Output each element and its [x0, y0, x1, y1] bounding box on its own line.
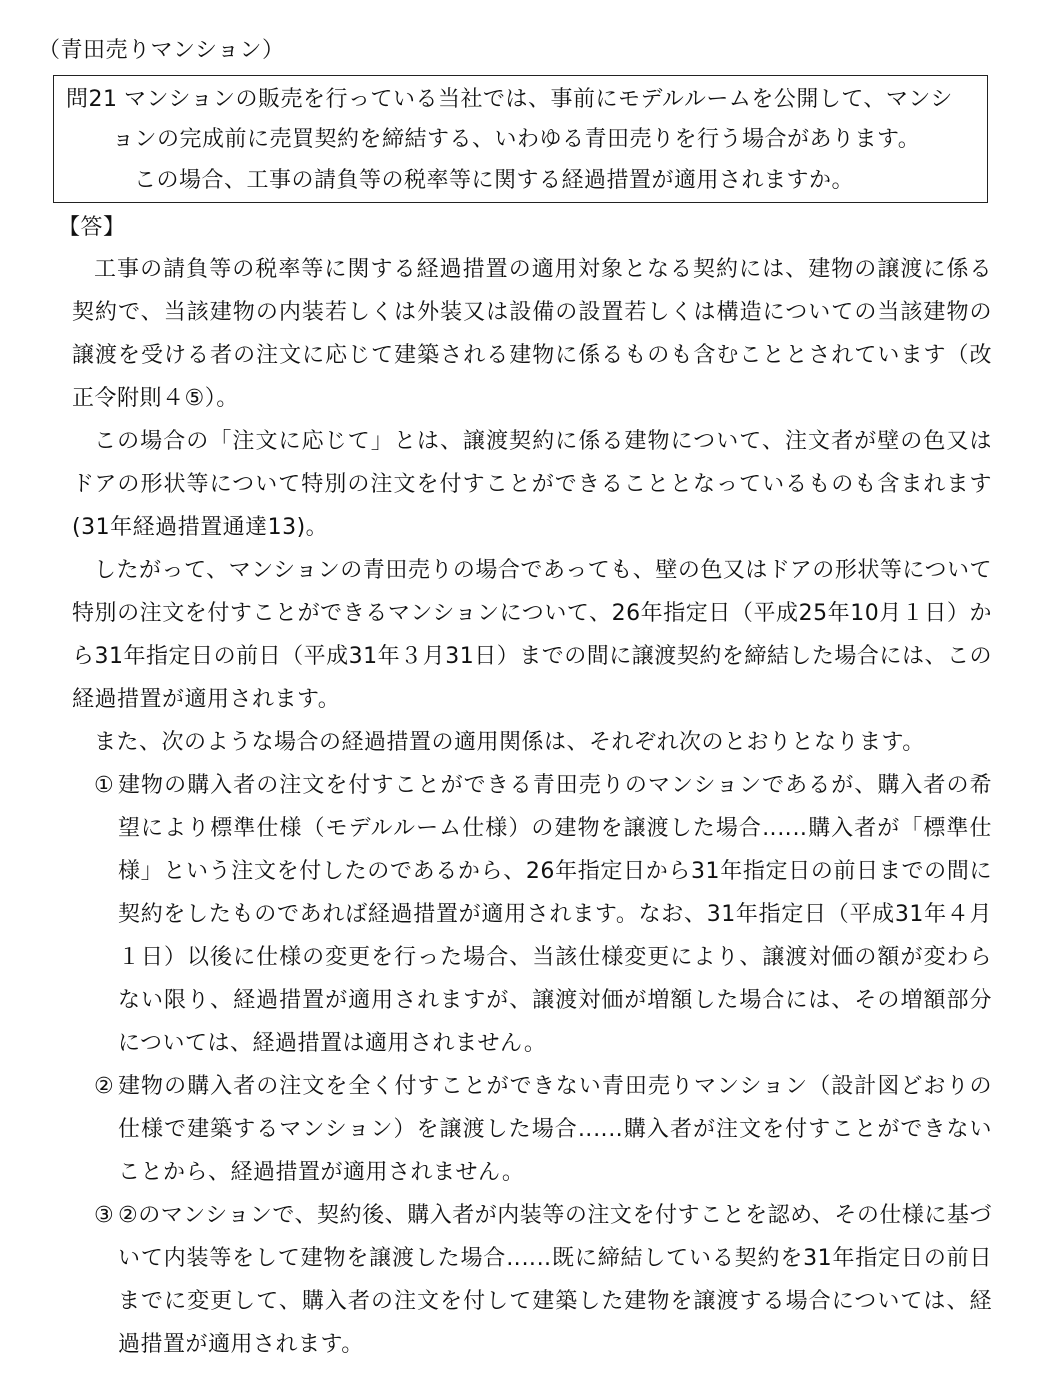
answer-heading: 【答】 [58, 215, 126, 240]
case-list [72, 764, 992, 1366]
answer-paragraph-1: 工事の請負等の税率等に関する経過措置の適用対象となる契約には、建物の譲渡に係る契約で、当該建物の内装若しくは外装又は設備の設置若しくは構造についての当該建物の譲渡を受ける者の注文に応じて建築される建物に係るものも含むこととされています（改正令附則４⑤）。 [72, 257, 992, 411]
case-item-1 [72, 764, 992, 1065]
question-box [53, 75, 988, 203]
question-line-3: この場合、工事の請負等の税率等に関する経過措置が適用されますか。 [134, 168, 855, 193]
section-title: （青田売りマンション） [38, 38, 285, 63]
case-marker-3: ③ [94, 1203, 115, 1228]
question-line-2: ョンの完成前に売買契約を締結する、いわゆる青田売りを行う場合があります。 [112, 127, 921, 152]
case-text-1: 建物の購入者の注文を付すことができる青田売りのマンションであるが、購入者の希望により標準仕様（モデルルーム仕様）の建物を譲渡した場合‥‥‥購入者が「標準仕様」という注文を付したのであるから、26年指定日から31年指定日の前日までの間に契約をしたものであれば経過措置が適用されます。なお、31年指定日（平成31年４月１日）以後に仕様の変更を行った場合、当該仕様変更により、譲渡対価の額が変わらない限り、経過措置が適用されますが、譲渡対価が増額した場合には、その増額部分については、経過措置は適用されません。 [118, 773, 992, 1056]
case-item-2 [72, 1065, 992, 1194]
answer-paragraph-2: この場合の「注文に応じて」とは、譲渡契約に係る建物について、注文者が壁の色又はドアの形状等について特別の注文を付すことができることとなっているものも含まれます(31年経過措置通達13)。 [72, 429, 992, 540]
answer-body [72, 248, 992, 1366]
answer-paragraph-4: また、次のような場合の経過措置の適用関係は、それぞれ次のとおりとなります。 [94, 730, 925, 755]
question-text-1: マンションの販売を行っている当社では、事前にモデルルームを公開して、マンシ [124, 87, 953, 112]
answer-paragraph-3: したがって、マンションの青田売りの場合であっても、壁の色又はドアの形状等について特別の注文を付すことができるマンションについて、26年指定日（平成25年10月１日）から31年指定日の前日（平成31年３月31日）までの間に譲渡契約を締結した場合には、この経過措置が適用されます。 [72, 558, 992, 712]
case-marker-2: ② [94, 1074, 115, 1099]
question-line-1 [66, 80, 977, 120]
case-marker-1: ① [94, 773, 115, 798]
case-item-3 [72, 1194, 992, 1366]
case-text-3: ②のマンションで、契約後、購入者が内装等の注文を付すことを認め、その仕様に基づいて内装等をして建物を譲渡した場合‥‥‥既に締結している契約を31年指定日の前日までに変更して、購入者の注文を付して建築した建物を譲渡する場合については、経過措置が適用されます。 [118, 1203, 992, 1357]
case-text-2: 建物の購入者の注文を全く付すことができない青田売りマンション（設計図どおりの仕様で建築するマンション）を譲渡した場合‥‥‥購入者が注文を付すことができないことから、経過措置が適用されません。 [118, 1074, 992, 1185]
question-label: 問21 [66, 87, 118, 112]
